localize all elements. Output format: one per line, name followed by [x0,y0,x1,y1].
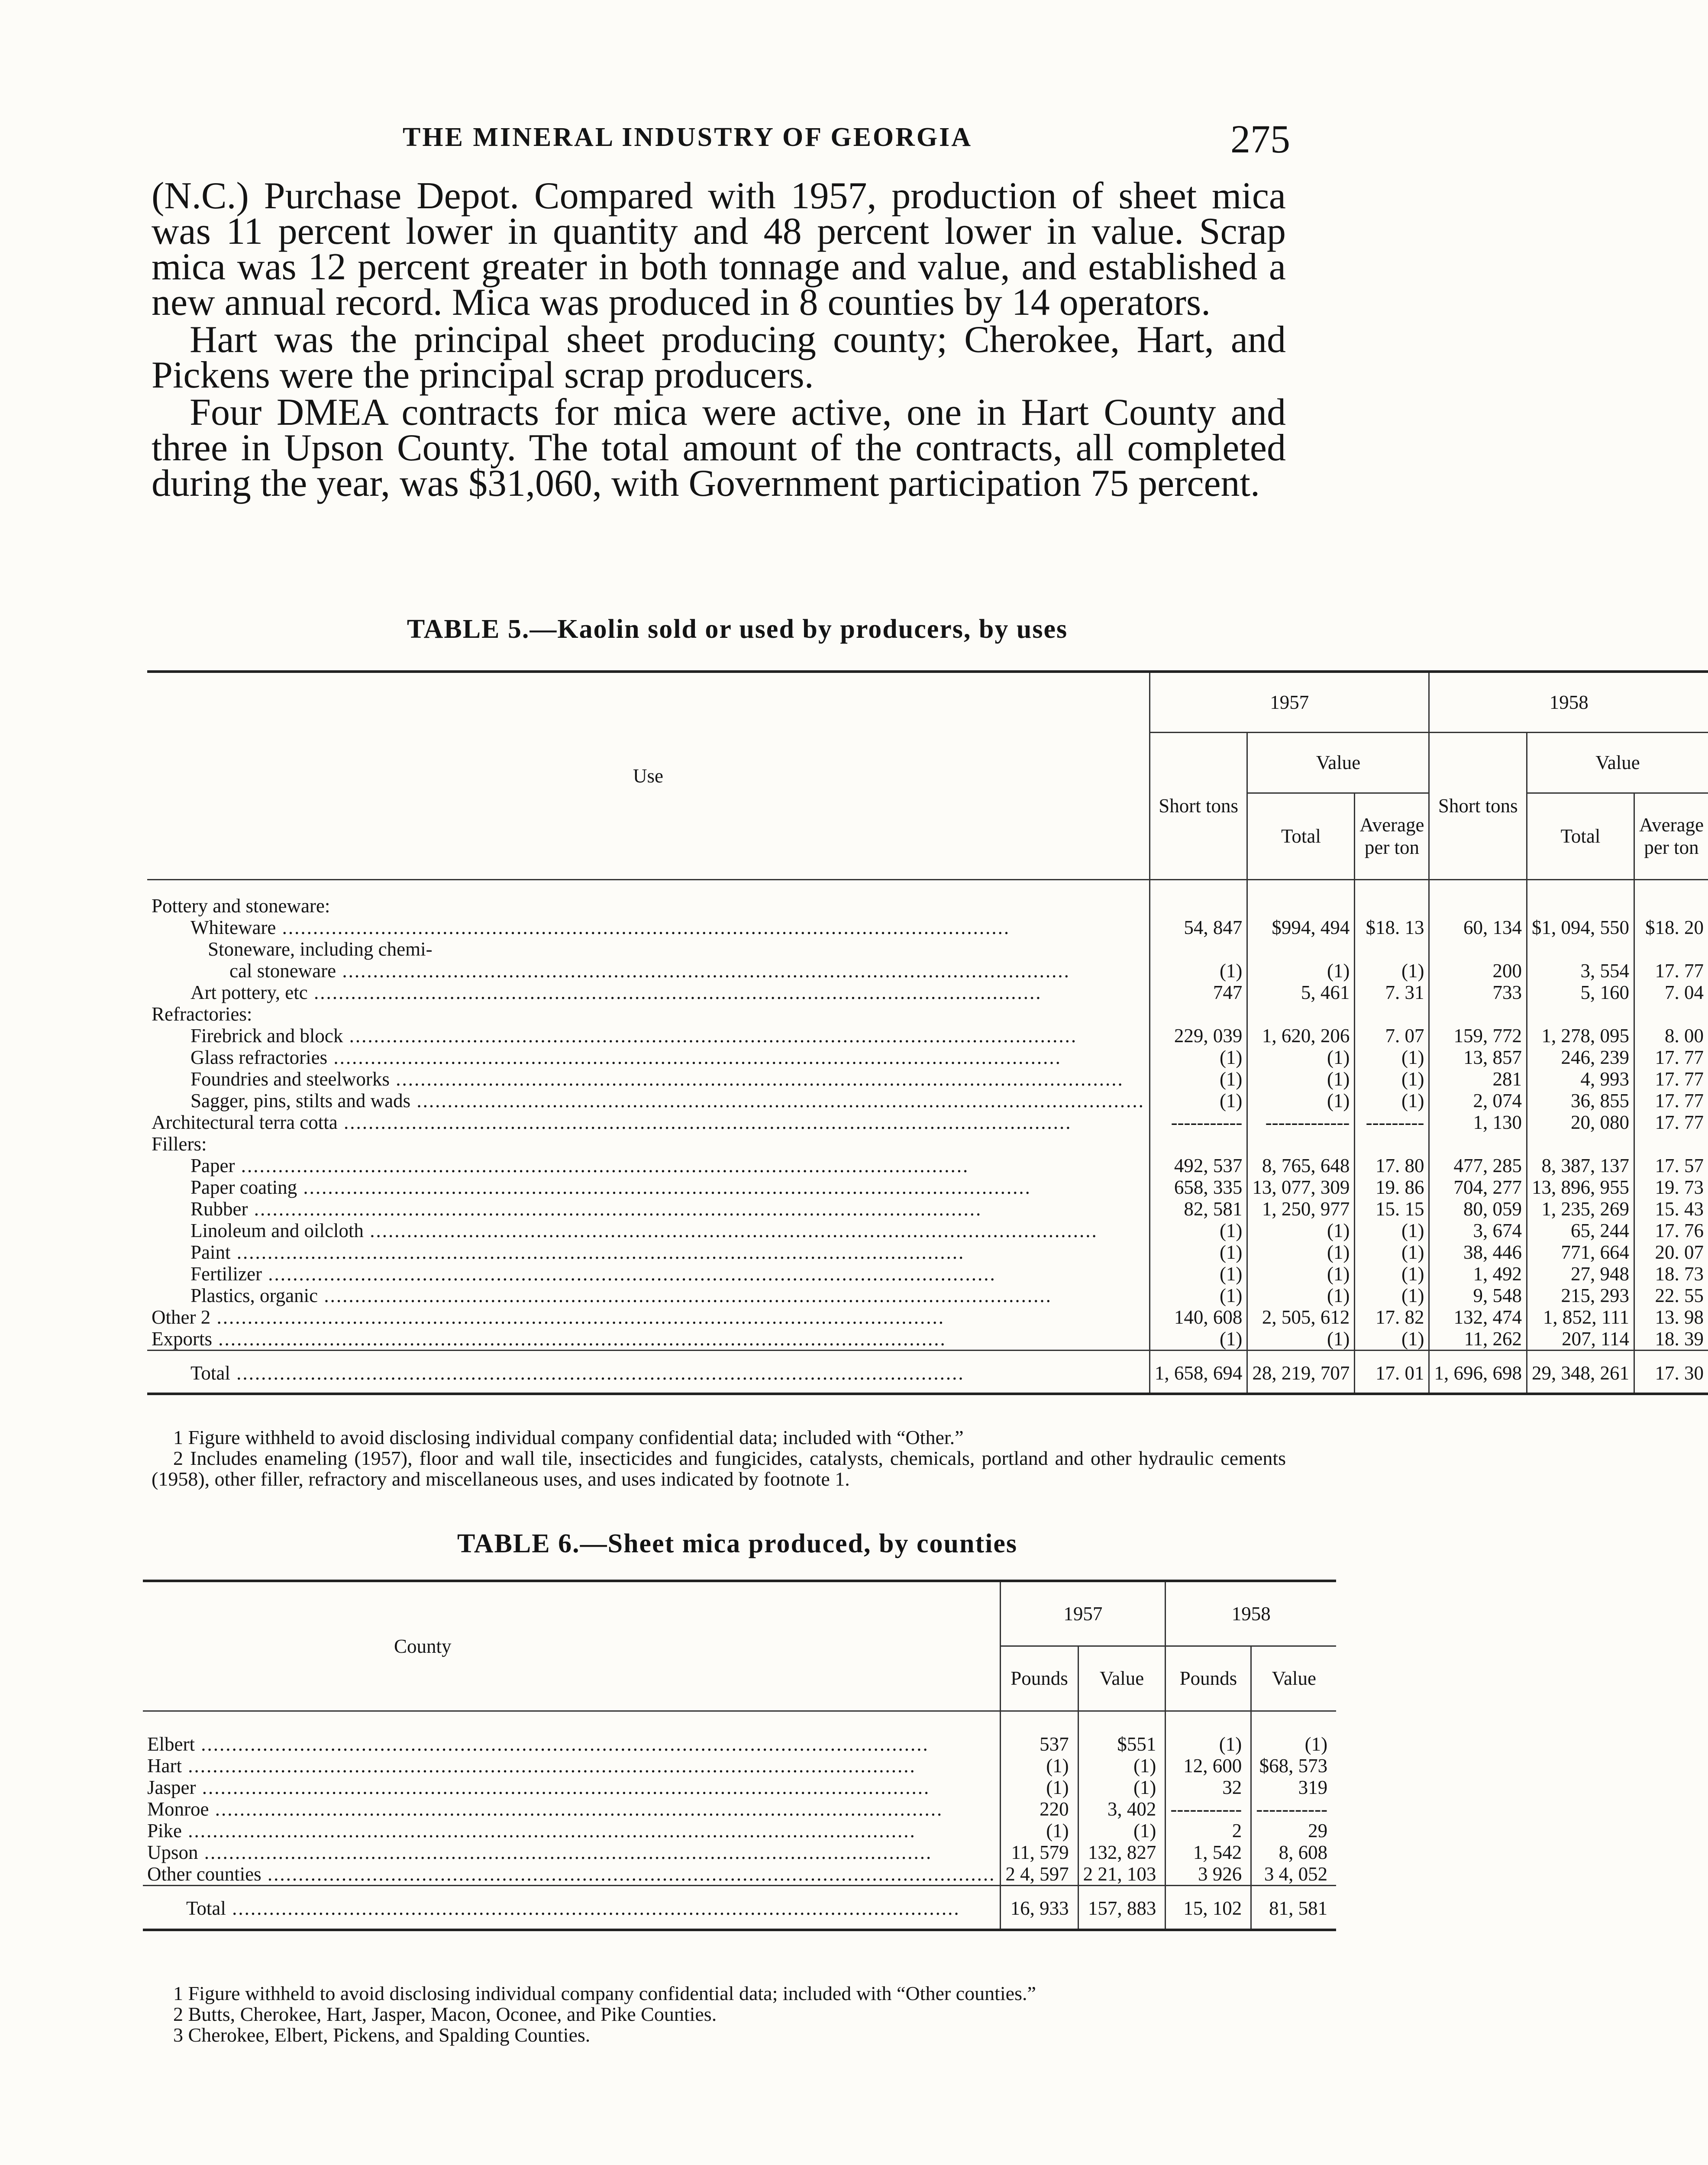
table6-caption [0,1528,1475,1559]
table5-cell: 36, 855 [1527,1090,1634,1112]
col-head-avg-1957: Average per ton [1355,793,1429,879]
table5-row [147,1263,1708,1285]
table5-cell: 1, 492 [1429,1263,1527,1285]
table5-cell: (1) [1149,1263,1247,1285]
table6-total-row [143,1885,1336,1930]
table5-total-cell: 1, 658, 694 [1149,1350,1247,1394]
table5-cell: 17. 77 [1634,1112,1708,1133]
table5-cell: 80, 059 [1429,1198,1527,1220]
table5-cell: (1) [1355,1090,1429,1112]
table5-row [147,1328,1708,1351]
table5-row-label: Paper coating ..... [147,1176,1149,1198]
table5-cell: (1) [1355,1263,1429,1285]
table5-cell [1149,938,1247,960]
table5-cell: 17. 77 [1634,960,1708,982]
table5-row-label: Paper ..... [147,1155,1149,1176]
table5-cell [1247,1003,1355,1025]
table5-cell: 492, 537 [1149,1155,1247,1176]
table5-row-label: cal stoneware ..... [147,960,1149,982]
table5-cell: 1, 235, 269 [1527,1198,1634,1220]
table5-cell: 246, 239 [1527,1047,1634,1068]
table6-cell: 8, 608 [1251,1842,1336,1863]
table5-cell [1355,938,1429,960]
table5-cell: (1) [1247,1047,1355,1068]
table5-row-label: Fertilizer ..... [147,1263,1149,1285]
table5-cell: 17. 57 [1634,1155,1708,1176]
table5-cell: 7. 04 [1634,982,1708,1003]
running-header [147,116,1290,164]
table5-row-label: Exports ..... [147,1328,1149,1351]
table5-cell: $18. 20 [1634,917,1708,938]
table6-cell: 220 [1001,1798,1078,1820]
table5-row [147,1285,1708,1306]
table5-cell: 4, 993 [1527,1068,1634,1090]
table5-cell: (1) [1247,1263,1355,1285]
table5-cell [1149,879,1247,917]
table5-cell: 1, 278, 095 [1527,1025,1634,1047]
table6-cell: 29 [1251,1820,1336,1842]
table5-row-label: Whiteware ..... [147,917,1149,938]
table5-cell: (1) [1247,1285,1355,1306]
table5-cell: 3, 674 [1429,1220,1527,1241]
col-head-1958: 1958 [1429,672,1708,732]
table5-cell: (1) [1355,1285,1429,1306]
table5-row-label: Art pottery, etc ..... [147,982,1149,1003]
table6-cell: 11, 579 [1001,1842,1078,1863]
table5-cell: 18. 39 [1634,1328,1708,1351]
table5-cell: 13, 077, 309 [1247,1176,1355,1198]
table6-total-label: Total ..... [143,1885,1001,1930]
table5-row-label: Linoleum and oilcloth ..... [147,1220,1149,1241]
col-head-1957: 1957 [1001,1581,1166,1646]
table5-row-label: Fillers: [152,1133,207,1155]
table6-row-label: Hart ..... [143,1755,1001,1777]
table5-cell: --------- [1355,1112,1429,1133]
table6-footnotes [152,1983,1286,2045]
table6-cell: 3 926 [1166,1863,1251,1886]
table6-footnote: 3 Cherokee, Elbert, Pickens, and Spalding Counties. [173,2024,591,2046]
table5-row [147,1241,1708,1263]
table5-cell: 207, 114 [1527,1328,1634,1351]
table5-cell [1149,1133,1247,1155]
table5-footnote: 2 Includes enameling (1957), floor and wall tile, insecticides and fungicides, catalysts, chemicals, portland and other hydraulic cements (1958), other filler, refractory and miscellaneous uses, and uses indicated by footnote 1. [152,1447,1286,1490]
table5-cell: 3, 554 [1527,960,1634,982]
table6-row-label: Monroe ..... [143,1798,1001,1820]
col-head-pounds-1958: Pounds [1166,1646,1251,1711]
table5-cell [1247,879,1355,917]
table5-row [147,1003,1708,1025]
table5-total-cell: 17. 01 [1355,1350,1429,1394]
col-head-value-1957: Value [1247,732,1429,793]
table5-total-cell: 28, 219, 707 [1247,1350,1355,1394]
table5-cell [1429,1003,1527,1025]
col-head-total-1957: Total [1247,793,1355,879]
table5-cell: 11, 262 [1429,1328,1527,1351]
table6-cell: (1) [1001,1777,1078,1798]
table6-row-label: Jasper ..... [143,1777,1001,1798]
table5-row [147,879,1708,917]
table6-cell: 12, 600 [1166,1755,1251,1777]
table5-cell [1247,938,1355,960]
table5-cell: 771, 664 [1527,1241,1634,1263]
table6-cell: ----------- [1166,1798,1251,1820]
table5-cell: 20, 080 [1527,1112,1634,1133]
table5-cell: 17. 77 [1634,1068,1708,1090]
table5-cell: 9, 548 [1429,1285,1527,1306]
col-head-county: County [143,1581,1001,1711]
table6-cell: (1) [1078,1755,1166,1777]
table6-cell: 132, 827 [1078,1842,1166,1863]
col-head-use: Use [147,672,1149,879]
table6-cell: ----------- [1251,1798,1336,1820]
table5-cell: 27, 948 [1527,1263,1634,1285]
table5-cell: 747 [1149,982,1247,1003]
table6-footnote: 1 Figure withheld to avoid disclosing individual company confidential data; included with “Other counties.” [173,1982,1036,2004]
table5-cell [1429,938,1527,960]
table5-row [147,1306,1708,1328]
table5-cell [1527,1133,1634,1155]
table5-cell: (1) [1149,960,1247,982]
table5-cell: ----------- [1149,1112,1247,1133]
table5-cell: 15. 43 [1634,1198,1708,1220]
col-head-short-tons-1958: Short tons [1429,732,1527,879]
table6-total-cell: 15, 102 [1166,1885,1251,1930]
table5-row [147,917,1708,938]
table5-cell: (1) [1149,1068,1247,1090]
table5-row-label: Sagger, pins, stilts and wads ..... [147,1090,1149,1112]
table5-cell: 5, 160 [1527,982,1634,1003]
table5-cell: 17. 77 [1634,1090,1708,1112]
table6-row-label: Elbert ..... [143,1711,1001,1755]
table5-cell: (1) [1355,1328,1429,1351]
table5-cell [1527,1003,1634,1025]
table5-row [147,1220,1708,1241]
table5-cell: (1) [1355,1241,1429,1263]
table5-cell: 38, 446 [1429,1241,1527,1263]
col-head-short-tons-1957: Short tons [1149,732,1247,879]
table5-cell [1149,1003,1247,1025]
table5-row [147,982,1708,1003]
table6-cell: $551 [1078,1711,1166,1755]
table5-cell [1355,879,1429,917]
table5-cell [1634,1003,1708,1025]
table5-cell: 17. 80 [1355,1155,1429,1176]
table5-cell: 1, 130 [1429,1112,1527,1133]
table5-cell: (1) [1355,960,1429,982]
table6-cell: 1, 542 [1166,1842,1251,1863]
table6-cell: 537 [1001,1711,1078,1755]
table5-row-label: Foundries and steelworks ..... [147,1068,1149,1090]
table6-row-label: Other counties ..... [143,1863,1001,1886]
table6-cell: 2 21, 103 [1078,1863,1166,1886]
table5-cell: 658, 335 [1149,1176,1247,1198]
table6-cell: 32 [1166,1777,1251,1798]
table5-cell: 17. 77 [1634,1047,1708,1068]
table5-cell: 8, 765, 648 [1247,1155,1355,1176]
table5-cell: 2, 074 [1429,1090,1527,1112]
table5-total-cell: 17. 30 [1634,1350,1708,1394]
table5-cell [1634,938,1708,960]
table6-cell: (1) [1078,1820,1166,1842]
table5-cell: (1) [1247,1328,1355,1351]
col-head-value-1957: Value [1078,1646,1166,1711]
table5-cell: (1) [1247,1241,1355,1263]
table5-kaolin [147,670,1708,1395]
table5-row [147,1112,1708,1133]
table5-cell [1355,1003,1429,1025]
table6-caption-label: TABLE 6. [457,1529,580,1558]
table5-total-row [147,1350,1708,1394]
table5-cell: (1) [1355,1220,1429,1241]
table5-cell: 13, 896, 955 [1527,1176,1634,1198]
table5-cell: $18. 13 [1355,917,1429,938]
col-head-value-1958: Value [1251,1646,1336,1711]
table5-row-label: Plastics, organic ..... [147,1285,1149,1306]
body-text [152,175,1286,504]
table6-caption-text: —Sheet mica produced, by counties [580,1529,1017,1558]
table6-row [143,1777,1336,1798]
table5-row-label: Architectural terra cotta ..... [147,1112,1149,1133]
table5-cell: 8. 00 [1634,1025,1708,1047]
table5-caption [0,614,1475,645]
table5-cell: (1) [1149,1285,1247,1306]
page-number: 275 [1230,117,1290,161]
running-title: THE MINERAL INDUSTRY OF GEORGIA [403,123,973,152]
table5-row [147,1068,1708,1090]
table5-cell: (1) [1247,960,1355,982]
table5-cell: 22. 55 [1634,1285,1708,1306]
table5-cell: 60, 134 [1429,917,1527,938]
table5-cell: (1) [1355,1068,1429,1090]
table5-caption-label: TABLE 5. [407,614,530,644]
paragraph: Four DMEA contracts for mica were active, one in Hart County and three in Upson County. The total amount of the contracts, all completed during the year, was $31,060, with Government participation 75 percent. [152,391,1286,504]
table5-cell [1247,1133,1355,1155]
table5-row-label: Refractories: [152,1003,252,1025]
col-head-pounds-1957: Pounds [1001,1646,1078,1711]
table5-cell: 159, 772 [1429,1025,1527,1047]
table5-cell: 19. 86 [1355,1176,1429,1198]
table5-row-label: Firebrick and block ..... [147,1025,1149,1047]
table5-body [147,879,1708,1394]
table5-cell: (1) [1149,1328,1247,1351]
table5-cell [1527,938,1634,960]
table6-sheet-mica [143,1580,1336,1931]
table5-cell: 1, 250, 977 [1247,1198,1355,1220]
col-head-avg-1958: Average per ton [1634,793,1708,879]
table5-total-cell: 1, 696, 698 [1429,1350,1527,1394]
table6-cell: (1) [1001,1755,1078,1777]
table6-cell: 2 4, 597 [1001,1863,1078,1886]
table6-cell: (1) [1078,1777,1166,1798]
table5-cell: (1) [1355,1047,1429,1068]
table5-cell [1527,879,1634,917]
col-head-value-1958: Value [1527,732,1708,793]
col-head-total-1958: Total [1527,793,1634,879]
table5-row [147,1047,1708,1068]
table5-cell: 281 [1429,1068,1527,1090]
table5-cell: 19. 73 [1634,1176,1708,1198]
table6-cell: (1) [1001,1820,1078,1842]
table6-row [143,1842,1336,1863]
table5-row [147,1025,1708,1047]
table5-cell: 477, 285 [1429,1155,1527,1176]
table5-cell: 13, 857 [1429,1047,1527,1068]
table5-cell: 1, 620, 206 [1247,1025,1355,1047]
table6-cell: 319 [1251,1777,1336,1798]
table5-cell: (1) [1149,1090,1247,1112]
table5-cell: (1) [1149,1220,1247,1241]
table5-cell: 8, 387, 137 [1527,1155,1634,1176]
table5-row-label: Rubber ..... [147,1198,1149,1220]
table5-row [147,938,1708,960]
table5-cell: 704, 277 [1429,1176,1527,1198]
table5-cell [1634,879,1708,917]
table6-total-cell: 16, 933 [1001,1885,1078,1930]
table6-cell: (1) [1166,1711,1251,1755]
col-head-1958: 1958 [1166,1581,1336,1646]
table5-row [147,1176,1708,1198]
table5-cell [1429,1133,1527,1155]
table6-row-label: Pike ..... [143,1820,1001,1842]
table5-row-label: Glass refractories ..... [147,1047,1149,1068]
table5-cell: (1) [1247,1090,1355,1112]
table5-cell: 140, 608 [1149,1306,1247,1328]
table5-cell [1355,1133,1429,1155]
table5-cell: 13. 98 [1634,1306,1708,1328]
table5-cell: (1) [1149,1047,1247,1068]
table5-cell: $994, 494 [1247,917,1355,938]
table5-total-cell: 29, 348, 261 [1527,1350,1634,1394]
table5-cell: 132, 474 [1429,1306,1527,1328]
table6-row [143,1755,1336,1777]
table5-cell: 1, 852, 111 [1527,1306,1634,1328]
table6-total-cell: 81, 581 [1251,1885,1336,1930]
table5-cell: 733 [1429,982,1527,1003]
table5-cell [1429,879,1527,917]
table5-total-label: Total ..... [147,1350,1149,1394]
table6-cell: 2 [1166,1820,1251,1842]
table5-row-label: Pottery and stoneware: [152,895,330,917]
table5-row [147,1155,1708,1176]
paragraph: (N.C.) Purchase Depot. Compared with 1957, production of sheet mica was 11 percent lower in quantity and 48 percent lower in value. Scrap mica was 12 percent greater in both tonnage and value, and established a new annual record. Mica was produced in 8 counties by 14 operators. [152,175,1286,323]
table6-total-cell: 157, 883 [1078,1885,1166,1930]
table5-cell: ------------- [1247,1112,1355,1133]
table5-cell: 7. 31 [1355,982,1429,1003]
table5-cell: 229, 039 [1149,1025,1247,1047]
table6-cell: 3, 402 [1078,1798,1166,1820]
table5-cell: 65, 244 [1527,1220,1634,1241]
table5-cell: 82, 581 [1149,1198,1247,1220]
table6-row [143,1863,1336,1886]
table5-cell: 7. 07 [1355,1025,1429,1047]
table5-cell: 15. 15 [1355,1198,1429,1220]
table5-cell: 215, 293 [1527,1285,1634,1306]
paragraph: Hart was the principal sheet producing county; Cherokee, Hart, and Pickens were the principal scrap producers. [152,319,1286,396]
table5-caption-text: —Kaolin sold or used by producers, by uses [530,614,1068,644]
table5-cell [1634,1133,1708,1155]
table5-cell: (1) [1247,1068,1355,1090]
table5-cell: 17. 82 [1355,1306,1429,1328]
table5-cell: 5, 461 [1247,982,1355,1003]
table6-footnote: 2 Butts, Cherokee, Hart, Jasper, Macon, Oconee, and Pike Counties. [173,2003,717,2025]
table6-row [143,1711,1336,1755]
table5-cell: 17. 76 [1634,1220,1708,1241]
table5-footnote: 1 Figure withheld to avoid disclosing individual company confidential data; included with “Other.” [173,1426,964,1448]
table5-cell: 2, 505, 612 [1247,1306,1355,1328]
table5-cell: (1) [1247,1220,1355,1241]
table5-cell: 200 [1429,960,1527,982]
col-head-1957: 1957 [1149,672,1429,732]
table5-row [147,1133,1708,1155]
table6-row-label: Upson ..... [143,1842,1001,1863]
table5-cell: (1) [1149,1241,1247,1263]
table5-cell: $1, 094, 550 [1527,917,1634,938]
table6-body [143,1711,1336,1930]
table5-cell: 18. 73 [1634,1263,1708,1285]
table5-cell: 20. 07 [1634,1241,1708,1263]
table5-cell: 54, 847 [1149,917,1247,938]
table6-row [143,1820,1336,1842]
table6-row [143,1798,1336,1820]
table5-row-label: Paint ..... [147,1241,1149,1263]
table5-row [147,1090,1708,1112]
table6-cell: $68, 573 [1251,1755,1336,1777]
table5-row [147,1198,1708,1220]
table5-row [147,960,1708,982]
table5-row-label: Stoneware, including chemi- [208,938,433,960]
table5-footnotes [152,1427,1286,1490]
table6-cell: (1) [1251,1711,1336,1755]
table6-cell: 3 4, 052 [1251,1863,1336,1886]
table5-row-label: Other 2 ..... [147,1306,1149,1328]
